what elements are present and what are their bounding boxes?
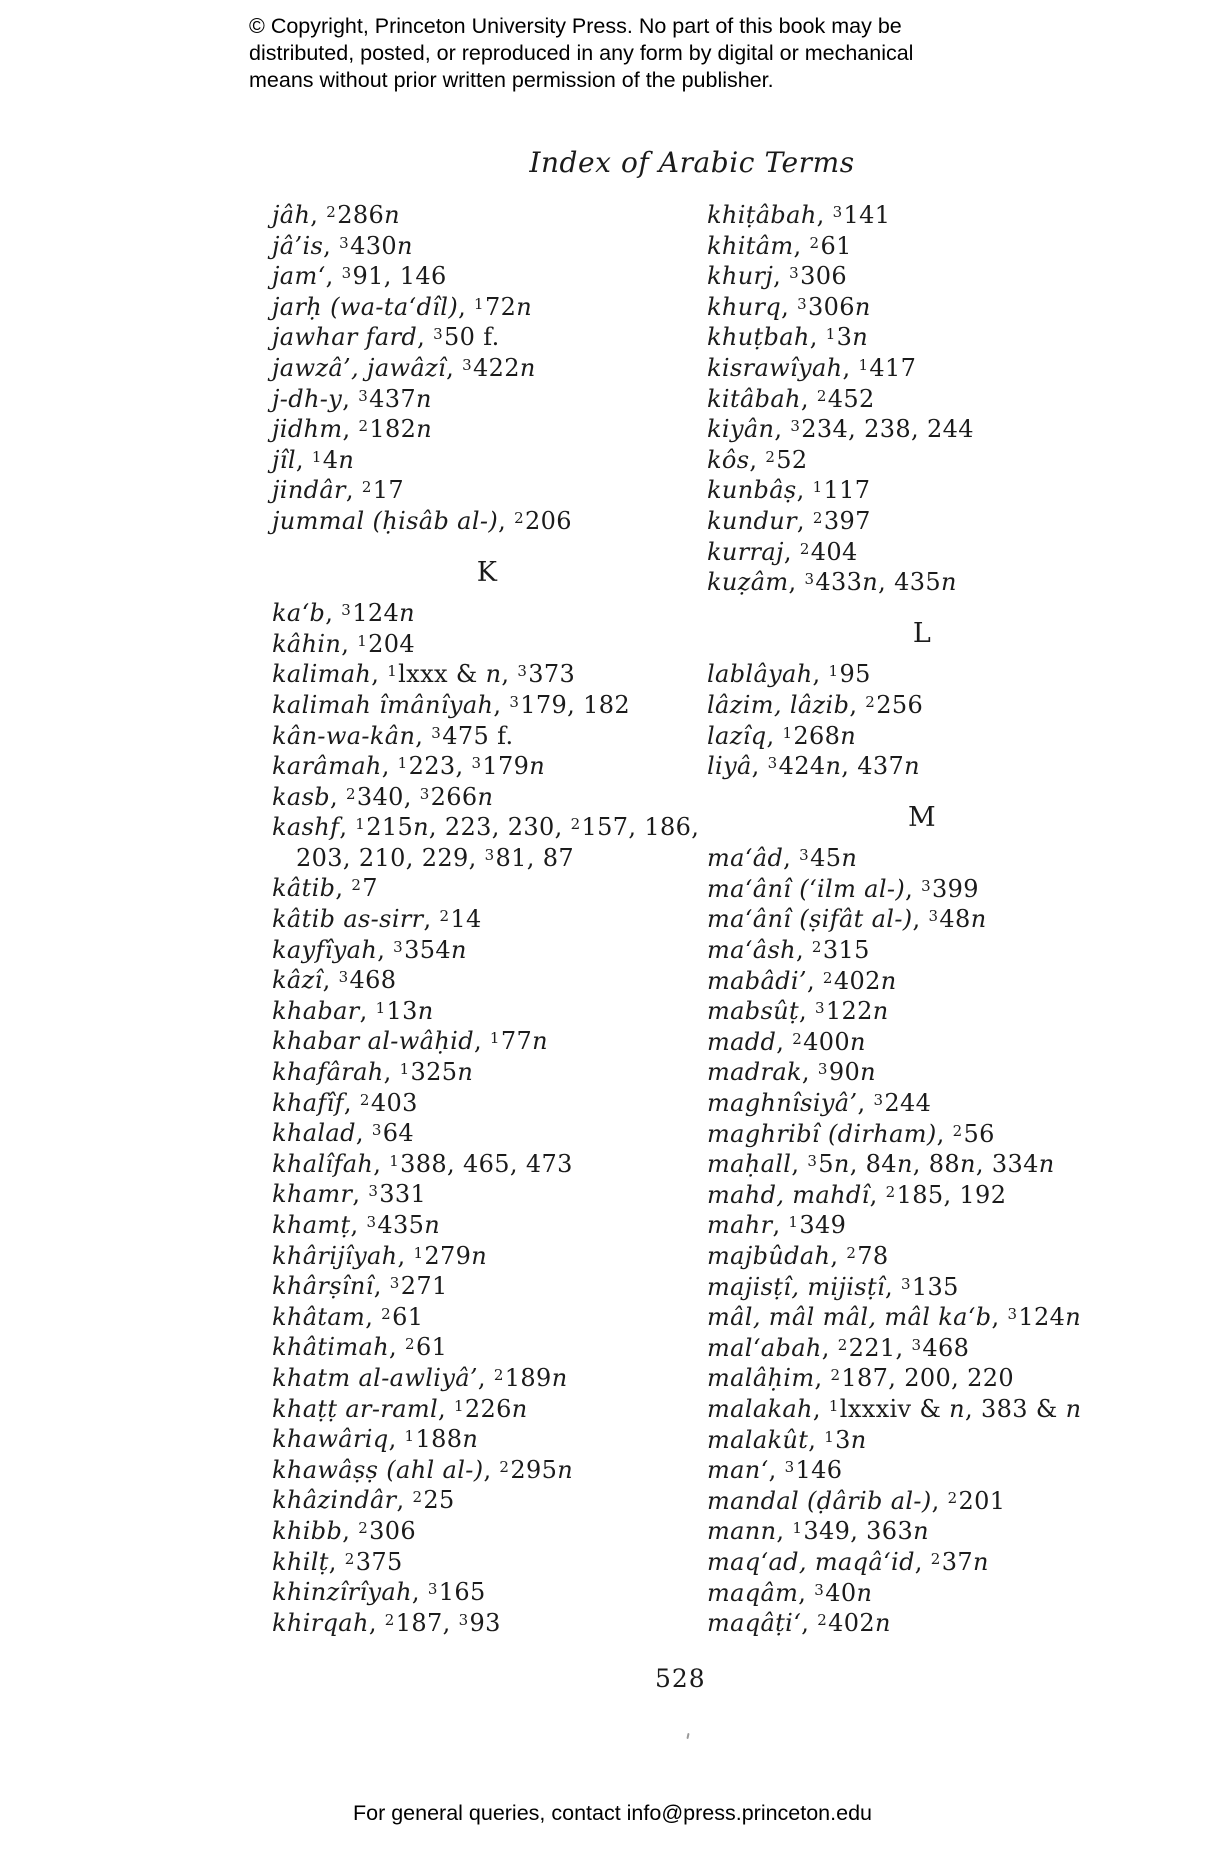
entry-refs: , $^2$375 [328, 1547, 403, 1576]
entry-term: karâmah [272, 752, 382, 781]
entry-term: j-dh-y [272, 384, 343, 413]
index-entry [272, 1516, 702, 1547]
entry-term: mâl, mâl mâl, mâl ka‘b [707, 1303, 992, 1332]
section-header: L [912, 617, 932, 649]
entry-term: kundur [707, 506, 797, 535]
entry-term: kuẓâm [707, 568, 789, 597]
entry-refs: , $^1$388, 465, 473 [373, 1149, 573, 1178]
entry-term: khârṣînî [272, 1272, 374, 1301]
entry-term: jindâr [272, 476, 346, 505]
index-entry [707, 567, 1137, 598]
entry-refs: , $^2$403 [343, 1088, 418, 1117]
index-entry [707, 1516, 1137, 1547]
entry-refs: , $^3$135 [885, 1272, 959, 1301]
entry-refs: , $^3$244 [857, 1089, 932, 1118]
page-title: Index of Arabic Terms [529, 146, 855, 179]
entry-refs: , $^3$45n [783, 844, 858, 873]
entry-refs: , $^1$417 [842, 353, 917, 382]
index-entry [272, 1241, 702, 1272]
index-entry [707, 1394, 1137, 1425]
entry-refs: , $^1$lxxxiv & n, 383 & n [812, 1394, 1082, 1423]
index-entry [707, 1272, 1137, 1303]
entry-refs: , $^1$226n [438, 1394, 528, 1423]
index-entry [272, 1210, 702, 1241]
entry-term: khatm al-awliyâ’ [272, 1363, 478, 1392]
entry-term: khâzindâr [272, 1486, 397, 1515]
index-entry [272, 598, 702, 629]
entry-refs: , $^3$306 [773, 262, 847, 291]
entry-term: malakût [707, 1425, 809, 1454]
index-entry [272, 1394, 702, 1425]
entry-refs: , $^2$397 [796, 506, 871, 535]
entry-term: kalimah îmânîyah [272, 690, 494, 719]
index-entry [707, 1547, 1137, 1578]
entry-term: jam‘ [272, 262, 326, 291]
index-entry [272, 721, 702, 752]
index-entry [272, 935, 702, 966]
entry-refs: , $^2$402n [806, 966, 897, 995]
entry-term: khinzîrîyah [272, 1578, 412, 1607]
entry-term: lazîq [707, 721, 767, 750]
entry-term: khafîf [272, 1088, 344, 1117]
entry-refs: , $^2$7 [335, 874, 378, 903]
entry-term: malakah [707, 1394, 813, 1423]
entry-term: maghribî (dirham) [707, 1119, 937, 1148]
index-entry [707, 292, 1137, 323]
entry-term: man‘ [707, 1456, 769, 1485]
index-entry [707, 506, 1137, 537]
entry-refs: , $^3$141 [816, 201, 891, 229]
entry-term: jîl [272, 445, 296, 474]
index-entry [707, 1608, 1137, 1639]
index-entry [707, 261, 1137, 292]
entry-refs: , $^3$90n [801, 1058, 876, 1087]
entry-term: maghnîsiyâ’ [707, 1089, 858, 1118]
index-entry [272, 1149, 702, 1180]
entry-refs: , $^1$3n [809, 323, 869, 352]
entry-refs: , $^3$437n [342, 384, 432, 413]
entry-term: madrak [707, 1058, 802, 1087]
copyright-line: distributed, posted, or reproduced in any form by digital or mechanical [249, 41, 914, 65]
index-entry [272, 1057, 702, 1088]
index-entry [272, 1332, 702, 1363]
entry-term: khârijîyah [272, 1241, 398, 1270]
copyright-line: © Copyright, Princeton University Press. No part of this book may be [249, 14, 902, 38]
index-entry [707, 200, 1137, 231]
entry-term: mal‘abah [707, 1333, 822, 1362]
entry-term: khafârah [272, 1058, 384, 1087]
entry-refs: , $^3$5n, 84n, 88n, 334n [791, 1150, 1055, 1179]
index-entry [707, 475, 1137, 506]
entry-term: ma‘âsh [707, 936, 796, 965]
index-entry [707, 353, 1137, 384]
entry-refs: , $^3$430n [323, 231, 413, 260]
index-entry [272, 1271, 702, 1302]
index-entry [707, 1149, 1137, 1180]
entry-refs: , $^2$206 [498, 506, 572, 535]
index-right-column [707, 200, 1137, 1639]
entry-refs: , $^1$lxxx & n, $^3$373 [371, 660, 576, 689]
entry-term: khiṭâbah [707, 201, 817, 229]
index-entry [707, 874, 1137, 905]
index-entry [272, 629, 702, 660]
index-entry [707, 1333, 1137, 1364]
entry-term: khâtam [272, 1302, 366, 1331]
index-entry [707, 1210, 1137, 1241]
entry-term: kalimah [272, 660, 372, 689]
footer-contact-text: For general queries, contact info@press.princeton.edu [352, 1801, 872, 1825]
index-entry [707, 1057, 1137, 1088]
entry-refs: , $^2$56 [936, 1119, 995, 1148]
entry-refs: , $^1$204 [341, 629, 416, 658]
entry-term: khabar al-wâḥid [272, 1027, 474, 1056]
entry-refs: , $^2$25 [396, 1486, 455, 1515]
entry-refs: , $^1$77n [473, 1027, 548, 1056]
entry-term: kisrawîyah [707, 353, 843, 382]
entry-term: khirqah [272, 1608, 369, 1637]
entry-term: khabar [272, 996, 360, 1025]
entry-refs: , $^2$452 [800, 384, 875, 413]
entry-term: ka‘b [272, 599, 326, 628]
index-entry [272, 690, 702, 721]
entry-term: khitâm [707, 231, 794, 260]
entry-refs: , $^2$187, 200, 220 [814, 1364, 1014, 1393]
index-entry [272, 1026, 702, 1057]
entry-refs: , $^3$306n [781, 292, 871, 321]
entry-term: kiyân [707, 415, 775, 444]
entry-refs: , $^3$64 [355, 1119, 414, 1148]
entry-refs: , $^2$295n [483, 1455, 574, 1484]
entry-term: jawhar fard [272, 323, 418, 352]
entry-term: malâḥim [707, 1364, 815, 1393]
index-entry [272, 292, 702, 323]
entry-refs: , $^3$468 [322, 966, 397, 995]
entry-refs: , $^2$61 [365, 1302, 424, 1331]
entry-refs: , $^2$52 [749, 445, 808, 474]
entry-refs: , $^2$315 [795, 936, 870, 965]
entry-refs: , $^3$50 f. [417, 323, 500, 352]
entry-term: khaṭṭ ar-raml [272, 1394, 439, 1423]
index-entry [707, 1088, 1137, 1119]
entry-term: mahr [707, 1211, 773, 1240]
entry-refs: , $^3$271 [373, 1272, 448, 1301]
entry-refs: , $^3$124n [991, 1303, 1082, 1332]
index-entry [272, 1424, 702, 1455]
entry-term: kâzî [272, 966, 323, 995]
entry-term: mahd, mahdî [707, 1180, 870, 1209]
entry-refs: , $^1$268n [766, 721, 857, 750]
entry-refs: , $^3$234, 238, 244 [774, 415, 974, 444]
index-entry [707, 1578, 1137, 1609]
entry-refs: , $^2$286n [310, 201, 400, 229]
index-entry [707, 690, 1137, 721]
index-entry [272, 904, 702, 935]
entry-refs: , $^1$95 [812, 660, 871, 689]
entry-term: jidhm [272, 415, 343, 444]
index-entry [707, 1241, 1137, 1272]
entry-term: khalîfah [272, 1149, 374, 1178]
entry-term: khurq [707, 292, 782, 321]
index-entry [707, 1180, 1137, 1211]
entry-term: jâh [272, 201, 311, 229]
entry-refs: , $^2$61 [389, 1333, 448, 1362]
index-entry [272, 965, 702, 996]
entry-refs: , $^3$433n, 435n [788, 568, 957, 597]
entry-term: mabsûṭ [707, 997, 800, 1026]
entry-refs: , $^2$37n [914, 1547, 989, 1576]
entry-refs: , $^2$187, $^3$93 [368, 1608, 501, 1637]
index-entry [707, 721, 1137, 752]
index-entry [272, 1577, 702, 1608]
index-entry [272, 200, 702, 231]
entry-refs: , $^1$215n, 223, 230, $^2$157, 186, 203, 210, 229, $^3$81, 87 [296, 813, 700, 872]
index-entry [272, 996, 702, 1027]
index-entry [272, 1455, 702, 1486]
index-entry [272, 445, 702, 476]
entry-refs: , $^3$424n, 437n [751, 752, 920, 781]
entry-refs: , $^3$475 f. [415, 721, 514, 750]
index-entry [272, 659, 702, 690]
index-entry [707, 1363, 1137, 1394]
entry-term: maqâṭi‘ [707, 1609, 802, 1638]
index-entry [272, 1547, 702, 1578]
copyright-notice [249, 13, 913, 94]
index-entry [272, 261, 702, 292]
entry-term: mandal (ḍârib al-) [707, 1486, 932, 1515]
entry-term: khibb [272, 1516, 343, 1545]
index-entry [707, 935, 1137, 966]
section-header: K [476, 556, 498, 588]
entry-term: maq‘ad, maqâ‘id [707, 1547, 915, 1576]
index-entry [272, 353, 702, 384]
page-number: 528 [655, 1664, 706, 1693]
index-entry [272, 1118, 702, 1149]
index-entry [272, 1608, 702, 1639]
entry-refs: , $^2$400n [776, 1027, 866, 1056]
index-entry [707, 1119, 1137, 1150]
entry-term: jarḥ (wa-ta‘dîl) [272, 292, 459, 321]
entry-refs: , $^1$4n [295, 445, 355, 474]
entry-refs: , $^3$422n [446, 353, 536, 382]
entry-refs: , $^1$72n [458, 292, 533, 321]
entry-refs: , $^3$399 [905, 874, 979, 903]
index-entry [272, 812, 702, 873]
entry-term: maqâm [707, 1578, 799, 1607]
entry-term: lablâyah [707, 660, 813, 689]
entry-refs: , $^2$61 [793, 231, 852, 260]
index-entry [272, 1179, 702, 1210]
index-entry [707, 537, 1137, 568]
entry-refs: , $^1$3n [808, 1425, 867, 1454]
entry-refs: , $^2$306 [342, 1516, 416, 1545]
print-speck [686, 1733, 689, 1739]
entry-term: kâtib as-sirr [272, 905, 424, 934]
entry-term: madd [707, 1027, 777, 1056]
entry-refs: , $^3$48n [912, 905, 987, 934]
entry-term: maḥall [707, 1150, 792, 1179]
index-entry [707, 1302, 1137, 1333]
entry-refs: , $^2$14 [423, 905, 482, 934]
entry-term: khilṭ [272, 1547, 329, 1576]
index-entry [272, 751, 702, 782]
entry-term: khamr [272, 1180, 353, 1209]
index-entry [707, 659, 1137, 690]
entry-refs: , $^3$122n [799, 997, 889, 1026]
entry-term: ma‘âd [707, 844, 784, 873]
entry-refs: , $^1$13n [359, 996, 434, 1025]
index-entry [707, 843, 1137, 874]
entry-refs: , $^1$325n [383, 1058, 474, 1087]
entry-refs: , $^1$349 [772, 1211, 847, 1240]
entry-refs: , $^2$78 [830, 1242, 889, 1270]
index-entry [707, 751, 1137, 782]
entry-refs: , $^1$279n [397, 1241, 488, 1270]
entry-refs: , $^1$117 [796, 476, 871, 505]
entry-term: ma‘ânî (‘ilm al-) [707, 874, 906, 903]
index-entry [272, 475, 702, 506]
entry-term: jummal (ḥisâb al-) [272, 506, 499, 535]
entry-refs: , $^2$182n [342, 415, 433, 444]
entry-term: khamṭ [272, 1211, 351, 1239]
entry-term: mabâdi’ [707, 966, 807, 995]
section-header: M [907, 801, 936, 833]
entry-refs: , $^3$124n [325, 599, 415, 628]
entry-refs: , $^3$165 [411, 1578, 486, 1607]
index-entry [707, 1027, 1137, 1058]
entry-term: kunbâṣ [707, 476, 797, 505]
entry-term: kurraj [707, 537, 784, 566]
index-entry [272, 506, 702, 537]
index-entry [272, 1485, 702, 1516]
entry-term: mann [707, 1517, 777, 1546]
entry-term: kasb [272, 782, 330, 811]
entry-refs: , $^3$91, 146 [325, 262, 447, 291]
entry-refs: , $^3$354n [377, 935, 467, 964]
index-entry [707, 966, 1137, 997]
index-entry [272, 414, 702, 445]
index-entry [272, 322, 702, 353]
entry-refs: , $^1$349, 363n [776, 1517, 929, 1546]
index-entry [272, 384, 702, 415]
entry-term: khuṭbah [707, 323, 810, 352]
entry-refs: , $^1$223, $^3$179n [381, 752, 546, 781]
entry-term: khâtimah [272, 1333, 390, 1362]
entry-term: kashf [272, 813, 340, 842]
entry-term: liyâ [707, 752, 752, 781]
entry-term: kôs [707, 445, 750, 474]
entry-refs: , $^2$221, $^3$468 [821, 1333, 970, 1362]
entry-term: kâtib [272, 874, 336, 903]
index-entry [272, 1088, 702, 1119]
index-entry [707, 445, 1137, 476]
index-entry [707, 996, 1137, 1027]
index-entry [272, 873, 702, 904]
entry-refs: , $^2$189n [477, 1363, 568, 1392]
index-entry [707, 414, 1137, 445]
copyright-line: means without prior written permission of the publisher. [249, 68, 774, 92]
entry-refs: , $^3$146 [768, 1456, 843, 1485]
index-entry [272, 1363, 702, 1394]
entry-refs: , $^3$331 [352, 1180, 427, 1209]
entry-refs: , $^2$256 [849, 690, 924, 719]
entry-refs: , $^2$201 [931, 1486, 1006, 1515]
entry-refs: , $^3$179, 182 [493, 690, 630, 719]
index-entry [707, 1425, 1137, 1456]
entry-term: khurj [707, 262, 774, 291]
index-entry [272, 1302, 702, 1333]
entry-term: jawzâ’, jawâzî [272, 353, 447, 382]
index-entry [272, 231, 702, 262]
entry-term: kitâbah [707, 384, 801, 413]
entry-term: khalad [272, 1119, 356, 1148]
entry-term: majisṭî, mijisṭî [707, 1272, 886, 1301]
index-entry [707, 322, 1137, 353]
entry-refs: , $^3$40n [798, 1578, 873, 1607]
index-entry [707, 904, 1137, 935]
index-entry [707, 231, 1137, 262]
entry-refs: , $^3$435n [350, 1211, 441, 1239]
index-entry [707, 1455, 1137, 1486]
entry-term: lâzim, lâzib [707, 690, 850, 719]
entry-term: khawâriq [272, 1425, 389, 1454]
index-entry [707, 384, 1137, 415]
entry-refs: , $^2$402n [801, 1609, 891, 1638]
entry-refs: , $^2$404 [783, 537, 858, 566]
index-entry [707, 1486, 1137, 1517]
entry-term: majbûdah [707, 1242, 831, 1270]
entry-term: kâhin [272, 629, 342, 658]
entry-refs: , $^1$188n [388, 1425, 479, 1454]
entry-term: kân-wa-kân [272, 721, 416, 750]
entry-term: kayfîyah [272, 935, 378, 964]
entry-refs: , $^2$185, 192 [869, 1180, 1007, 1209]
index-left-column [272, 200, 702, 1638]
entry-refs: , $^2$17 [345, 476, 405, 505]
entry-term: ma‘ânî (ṣifât al-) [707, 905, 913, 934]
entry-term: jâ’is [272, 231, 324, 260]
entry-term: khawâṣṣ (ahl al-) [272, 1455, 484, 1484]
entry-refs: , $^2$340, $^3$266n [329, 782, 494, 811]
index-entry [272, 782, 702, 813]
